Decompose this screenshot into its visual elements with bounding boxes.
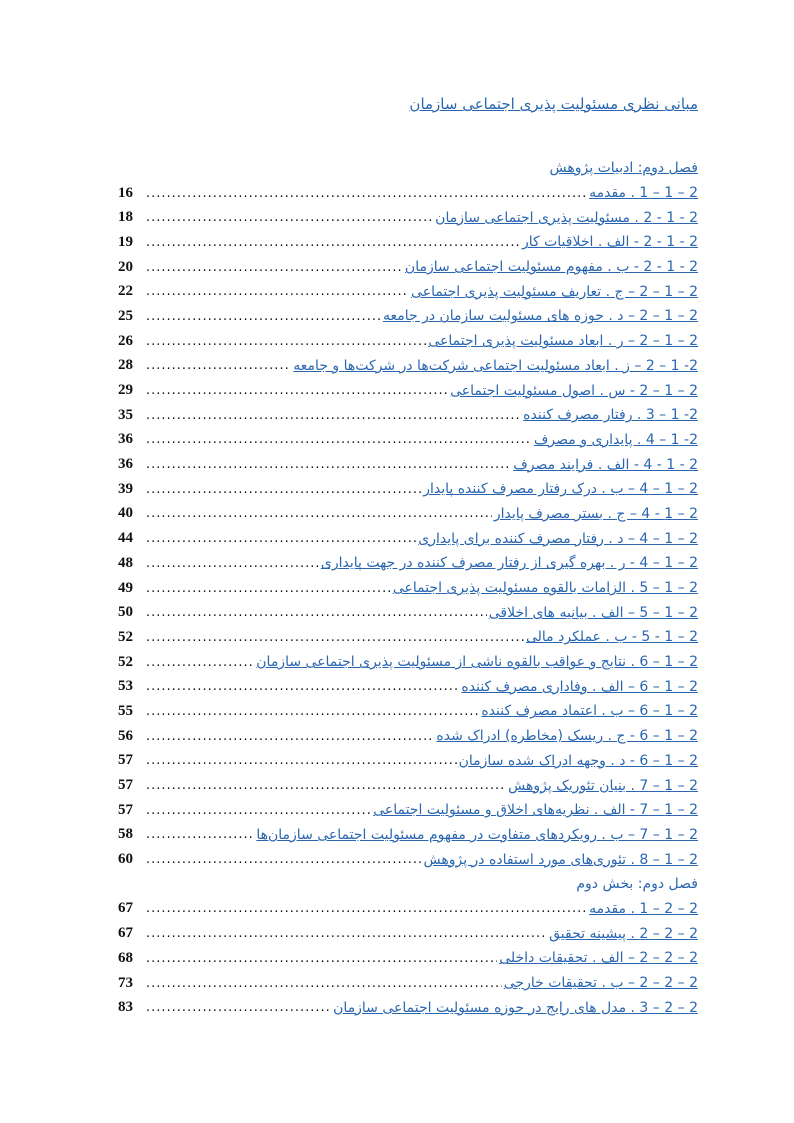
toc-entry-page: 50 bbox=[118, 604, 133, 621]
toc-entry[interactable] bbox=[118, 354, 698, 379]
dot-leader bbox=[146, 358, 291, 373]
dot-leader bbox=[146, 753, 457, 768]
toc-entry[interactable] bbox=[118, 798, 698, 823]
dot-leader bbox=[146, 951, 497, 966]
dot-leader bbox=[146, 309, 381, 324]
toc-entry-page: 67 bbox=[118, 925, 133, 942]
toc-entry-label[interactable]: 2- 1 – 4 . پایداری و مصرف bbox=[533, 431, 698, 448]
toc-entry-label[interactable]: 2 – 1 – 7 . بنیان تئوریک پژوهش bbox=[508, 777, 698, 794]
toc-entry-page: 22 bbox=[118, 283, 133, 300]
dot-leader bbox=[146, 827, 254, 842]
section-heading: فصل دوم: بخش دوم bbox=[576, 875, 698, 892]
toc-entry-label[interactable]: 2 – 1 – 7 - الف . نظریه‌های اخلاق و مسئولیت اجتماعی bbox=[373, 802, 698, 819]
toc-entry-label[interactable]: 2 - 1 - 2 - الف . اخلاقیات کار bbox=[521, 234, 698, 251]
toc-entry-label[interactable]: 2 – 1 – 5 – الف . بیانیه های اخلاقی bbox=[488, 604, 698, 621]
toc-entry[interactable] bbox=[118, 205, 698, 230]
toc-entry-page: 19 bbox=[118, 233, 133, 250]
toc-entry-page: 26 bbox=[118, 332, 133, 349]
toc-entry[interactable] bbox=[118, 477, 698, 502]
toc-entry-page: 57 bbox=[118, 801, 133, 818]
toc-entry-label[interactable]: 2 – 1 – 2 – ج . تعاریف مسئولیت پذیری اجتماعی bbox=[411, 283, 698, 300]
toc-entry-page: 40 bbox=[118, 505, 133, 522]
toc-entry-page: 44 bbox=[118, 530, 133, 547]
dot-leader bbox=[146, 655, 254, 670]
dot-leader bbox=[146, 901, 587, 916]
toc-entry-label[interactable]: 2 – 1 – 4 – د . رفتار مصرف کننده برای پایداری bbox=[418, 530, 698, 547]
toc-entry-label[interactable]: 2 – 1 – 2 – د . حوزه های مسئولیت سازمان در جامعه bbox=[382, 308, 698, 325]
dot-leader bbox=[146, 803, 371, 818]
dot-leader bbox=[146, 976, 502, 991]
toc-entry[interactable] bbox=[118, 674, 698, 699]
toc-entry-page: 25 bbox=[118, 307, 133, 324]
toc-entry[interactable] bbox=[118, 995, 698, 1020]
toc-entry[interactable] bbox=[118, 329, 698, 354]
toc-entry-page: 52 bbox=[118, 653, 133, 670]
dot-leader bbox=[146, 457, 511, 472]
dot-leader bbox=[146, 482, 421, 497]
toc-entry-label[interactable]: 2 - 1 - 4 - الف . فرایند مصرف bbox=[513, 456, 698, 473]
toc-entry-label[interactable]: 2 – 2 – 2 – ب . تحقیقات خارجی bbox=[503, 975, 698, 992]
dot-leader bbox=[146, 926, 547, 941]
dot-leader bbox=[146, 383, 448, 398]
dot-leader bbox=[146, 408, 521, 423]
toc-entry[interactable] bbox=[118, 946, 698, 971]
toc-entry-label[interactable]: 2 – 1 – 1 . مقدمه bbox=[589, 185, 698, 202]
toc-entry[interactable] bbox=[118, 921, 698, 946]
toc-entry-label[interactable]: 2 – 1 – 6 – الف . وفاداری مصرف کننده bbox=[461, 678, 698, 695]
toc-entry[interactable] bbox=[118, 724, 698, 749]
dot-leader bbox=[146, 679, 459, 694]
dot-leader bbox=[146, 210, 433, 225]
toc-entry-page: 20 bbox=[118, 258, 133, 275]
toc-entry[interactable] bbox=[118, 452, 698, 477]
table-of-contents bbox=[118, 156, 698, 1020]
toc-entry[interactable] bbox=[118, 773, 698, 798]
toc-entry-page: 48 bbox=[118, 554, 133, 571]
toc-entry-page: 55 bbox=[118, 702, 133, 719]
toc-entry-label[interactable]: 2 – 1 – 6 - ج . ریسک (مخاطره) ادراک شده bbox=[436, 728, 698, 745]
dot-leader bbox=[146, 531, 416, 546]
dot-leader bbox=[146, 284, 409, 299]
toc-entry[interactable] bbox=[118, 526, 698, 551]
toc-entry-label[interactable]: 2 – 2 – 2 . پیشینه تحقیق bbox=[549, 925, 698, 942]
chapter-heading[interactable] bbox=[118, 156, 698, 181]
toc-entry-page: 83 bbox=[118, 999, 133, 1016]
toc-entry-label[interactable]: 2- 1 – 3 . رفتار مصرف کننده bbox=[523, 407, 698, 424]
toc-entry[interactable] bbox=[118, 823, 698, 848]
toc-entry-page: 68 bbox=[118, 949, 133, 966]
toc-entry[interactable] bbox=[118, 378, 698, 403]
toc-entry-page: 49 bbox=[118, 579, 133, 596]
toc-entry-page: 36 bbox=[118, 431, 133, 448]
dot-leader bbox=[146, 432, 532, 447]
toc-entry[interactable] bbox=[118, 304, 698, 329]
toc-entry-page: 57 bbox=[118, 752, 133, 769]
toc-entry[interactable] bbox=[118, 255, 698, 280]
toc-entry-page: 58 bbox=[118, 826, 133, 843]
toc-entry-label[interactable]: 2 – 1 – 2 - س . اصول مسئولیت اجتماعی bbox=[450, 382, 698, 399]
toc-entry[interactable] bbox=[118, 600, 698, 625]
dot-leader bbox=[146, 605, 487, 620]
toc-entry[interactable] bbox=[118, 650, 698, 675]
toc-entry[interactable] bbox=[118, 699, 698, 724]
chapter-heading-text[interactable]: فصل دوم: ادبیات پژوهش bbox=[549, 160, 698, 176]
toc-entry[interactable] bbox=[118, 279, 698, 304]
toc-entry[interactable] bbox=[118, 181, 698, 206]
toc-entry-label[interactable]: 2 - 1 - 2 . مسئولیت پذیری اجتماعی سازمان bbox=[435, 209, 698, 226]
dot-leader bbox=[146, 630, 524, 645]
toc-entry[interactable] bbox=[118, 502, 698, 527]
toc-entry-label[interactable]: 2 – 1 – 6 – ب . اعتماد مصرف کننده bbox=[481, 703, 698, 720]
dot-leader bbox=[146, 704, 479, 719]
toc-entry-label[interactable]: 2- 1 – 2 – ز . ابعاد مسئولیت اجتماعی شرکت‌ها در شرکت‌ها و جامعه bbox=[293, 357, 698, 374]
toc-entry[interactable] bbox=[118, 403, 698, 428]
toc-entry-label[interactable]: 2 – 1 – 7 – ب . رویکردهای متفاوت در مفهوم مسئولیت اجتماعی سازمان‌ها bbox=[256, 826, 698, 843]
toc-entry-label[interactable]: 2 - 1 - 2 - ب . مفهوم مسئولیت اجتماعی سازمان bbox=[404, 259, 698, 276]
toc-entry-page: 36 bbox=[118, 456, 133, 473]
toc-entry-label[interactable]: 2 – 1 – 6 - د . وجهه ادراک شده سازمان bbox=[458, 752, 698, 769]
toc-entry-page: 53 bbox=[118, 678, 133, 695]
document-title[interactable]: مبانی نظری مسئولیت پذیری اجتماعی سازمان bbox=[409, 95, 698, 113]
toc-entry-label[interactable]: 2 – 2 – 1 . مقدمه bbox=[589, 900, 698, 917]
toc-part2 bbox=[118, 897, 698, 1020]
toc-entry-page: 57 bbox=[118, 777, 133, 794]
toc-entry-label[interactable]: 2 – 1 – 5 . الزامات بالقوه مسئولیت پذیری اجتماعی bbox=[392, 580, 698, 597]
toc-entry-page: 67 bbox=[118, 900, 133, 917]
toc-entry-page: 39 bbox=[118, 480, 133, 497]
dot-leader bbox=[146, 506, 492, 521]
toc-entry-label[interactable]: 2 – 1 – 6 . نتایج و عواقب بالقوه ناشی از مسئولیت پذیری اجتماعی سازمان bbox=[256, 654, 698, 671]
dot-leader bbox=[146, 729, 434, 744]
dot-leader bbox=[146, 556, 319, 571]
dot-leader bbox=[146, 260, 403, 275]
toc-entry[interactable] bbox=[118, 749, 698, 774]
toc-entry-page: 28 bbox=[118, 357, 133, 374]
toc-entry-label[interactable]: 2 – 2 – 3 . مدل های رایج در حوزه مسئولیت اجتماعی سازمان bbox=[333, 999, 698, 1016]
dot-leader bbox=[146, 581, 391, 596]
toc-part1 bbox=[118, 181, 698, 872]
dot-leader bbox=[146, 334, 426, 349]
dot-leader bbox=[146, 1000, 331, 1015]
dot-leader bbox=[146, 235, 520, 250]
toc-entry[interactable] bbox=[118, 230, 698, 255]
toc-entry-label[interactable]: 2 – 1 – 4 - ر . بهره گیری از رفتار مصرف کننده در جهت پایداری bbox=[320, 555, 698, 572]
toc-entry-page: 60 bbox=[118, 851, 133, 868]
toc-entry-page: 29 bbox=[118, 382, 133, 399]
toc-entry[interactable] bbox=[118, 847, 698, 872]
toc-entry[interactable] bbox=[118, 625, 698, 650]
toc-entry[interactable] bbox=[118, 971, 698, 996]
dot-leader bbox=[146, 778, 506, 793]
toc-entry-page: 16 bbox=[118, 184, 133, 201]
toc-entry-page: 73 bbox=[118, 974, 133, 991]
toc-entry-page: 52 bbox=[118, 628, 133, 645]
toc-entry-label[interactable]: 2 – 2 – 2 – الف . تحقیقات داخلی bbox=[499, 950, 698, 967]
toc-entry-label[interactable]: 2 – 1 – 8 . تئوری‌های مورد استفاده در پژوهش bbox=[423, 851, 698, 868]
toc-entry-label[interactable]: 2 – 1 - 5 - ب . عملکرد مالی bbox=[525, 629, 698, 646]
dot-leader bbox=[146, 186, 587, 201]
toc-entry[interactable] bbox=[118, 576, 698, 601]
dot-leader bbox=[146, 852, 421, 867]
toc-entry-label[interactable]: 2 – 1 – 4 – ب . درک رفتار مصرف کننده پایدار bbox=[423, 481, 698, 498]
toc-entry[interactable] bbox=[118, 897, 698, 922]
toc-entry-page: 56 bbox=[118, 727, 133, 744]
toc-entry-page: 18 bbox=[118, 209, 133, 226]
toc-entry[interactable] bbox=[118, 551, 698, 576]
toc-entry-label[interactable]: 2 – 1 – 2 – ر . ابعاد مسئولیت پذیری اجتماعی bbox=[428, 333, 698, 350]
toc-entry-label[interactable]: 2 – 1 - 4 – ج . بستر مصرف پایدار bbox=[493, 505, 698, 522]
toc-entry[interactable] bbox=[118, 428, 698, 453]
toc-entry-page: 35 bbox=[118, 406, 133, 423]
